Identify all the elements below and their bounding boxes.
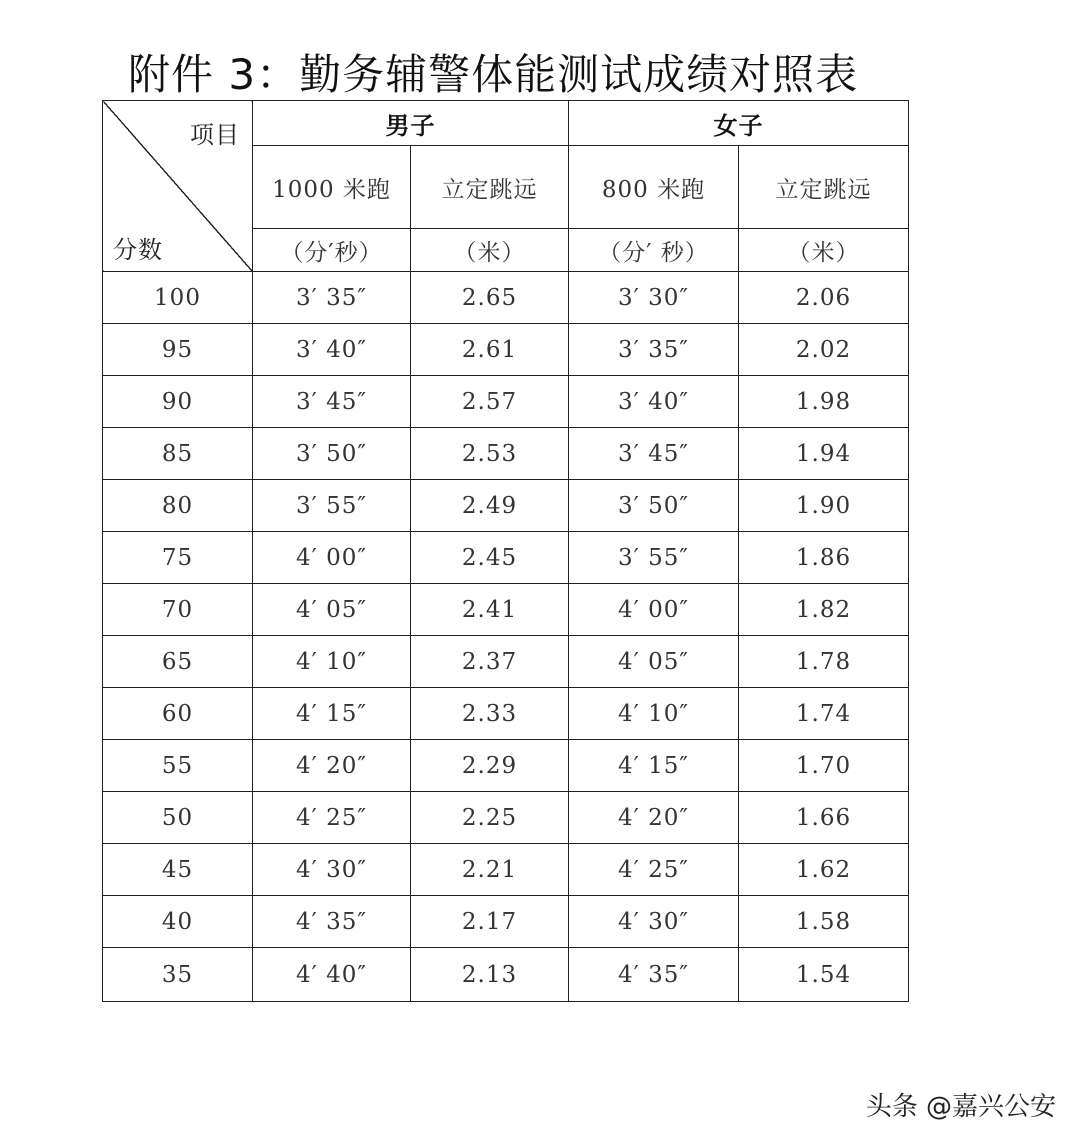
- female-long-jump-cell: 1.70: [739, 740, 909, 792]
- male-long-jump-cell: 2.49: [411, 480, 569, 532]
- male-1000m-time-cell: 4′ 25″: [253, 792, 411, 844]
- male-long-jump-cell: 2.41: [411, 584, 569, 636]
- corner-header-cell: [103, 101, 253, 272]
- male-long-jump-cell: 2.21: [411, 844, 569, 896]
- female-long-jump-cell: 1.74: [739, 688, 909, 740]
- table-row: [103, 792, 909, 844]
- table-row: [103, 324, 909, 376]
- event-header-female-800m: 800 米跑: [569, 146, 739, 229]
- female-long-jump-cell: 1.58: [739, 896, 909, 948]
- source-watermark: 头条 @嘉兴公安: [865, 1092, 1056, 1122]
- male-long-jump-cell: 2.65: [411, 272, 569, 324]
- male-1000m-time-cell: 3′ 40″: [253, 324, 411, 376]
- table-row: [103, 532, 909, 584]
- male-1000m-time-cell: 4′ 35″: [253, 896, 411, 948]
- score-cell: 40: [103, 896, 253, 948]
- table-row: [103, 896, 909, 948]
- female-800m-time-cell: 4′ 10″: [569, 688, 739, 740]
- score-cell: 65: [103, 636, 253, 688]
- female-800m-time-cell: 3′ 50″: [569, 480, 739, 532]
- corner-label-items: 项目: [190, 121, 240, 149]
- male-long-jump-cell: 2.29: [411, 740, 569, 792]
- female-long-jump-cell: 2.06: [739, 272, 909, 324]
- female-800m-time-cell: 4′ 05″: [569, 636, 739, 688]
- table-row: [103, 480, 909, 532]
- female-800m-time-cell: 4′ 15″: [569, 740, 739, 792]
- male-1000m-time-cell: 3′ 45″: [253, 376, 411, 428]
- score-cell: 90: [103, 376, 253, 428]
- female-long-jump-cell: 1.66: [739, 792, 909, 844]
- female-800m-time-cell: 4′ 25″: [569, 844, 739, 896]
- score-table: [102, 100, 909, 1002]
- event-header-male-long-jump: 立定跳远: [411, 146, 569, 229]
- corner-label-score: 分数: [113, 236, 163, 264]
- female-800m-time-cell: 4′ 20″: [569, 792, 739, 844]
- female-800m-time-cell: 3′ 35″: [569, 324, 739, 376]
- male-long-jump-cell: 2.37: [411, 636, 569, 688]
- unit-header-female-800m: （分′ 秒）: [569, 229, 739, 272]
- male-1000m-time-cell: 4′ 10″: [253, 636, 411, 688]
- group-header-male: 男子: [253, 101, 569, 146]
- score-cell: 80: [103, 480, 253, 532]
- female-800m-time-cell: 4′ 35″: [569, 948, 739, 1002]
- male-long-jump-cell: 2.45: [411, 532, 569, 584]
- table-row: [103, 584, 909, 636]
- score-cell: 75: [103, 532, 253, 584]
- female-long-jump-cell: 1.90: [739, 480, 909, 532]
- male-1000m-time-cell: 4′ 40″: [253, 948, 411, 1002]
- male-1000m-time-cell: 4′ 20″: [253, 740, 411, 792]
- group-header-female: 女子: [569, 101, 909, 146]
- female-long-jump-cell: 1.86: [739, 532, 909, 584]
- score-cell: 45: [103, 844, 253, 896]
- male-1000m-time-cell: 3′ 35″: [253, 272, 411, 324]
- table-row: [103, 376, 909, 428]
- unit-header-female-long-jump: （米）: [739, 229, 909, 272]
- female-800m-time-cell: 4′ 30″: [569, 896, 739, 948]
- female-800m-time-cell: 3′ 45″: [569, 428, 739, 480]
- male-long-jump-cell: 2.57: [411, 376, 569, 428]
- score-cell: 60: [103, 688, 253, 740]
- male-1000m-time-cell: 3′ 55″: [253, 480, 411, 532]
- unit-header-male-1000m: （分′秒）: [253, 229, 411, 272]
- event-header-female-long-jump: 立定跳远: [739, 146, 909, 229]
- female-800m-time-cell: 3′ 30″: [569, 272, 739, 324]
- female-long-jump-cell: 1.94: [739, 428, 909, 480]
- male-long-jump-cell: 2.13: [411, 948, 569, 1002]
- score-cell: 50: [103, 792, 253, 844]
- male-1000m-time-cell: 4′ 30″: [253, 844, 411, 896]
- male-1000m-time-cell: 4′ 15″: [253, 688, 411, 740]
- female-800m-time-cell: 3′ 55″: [569, 532, 739, 584]
- female-long-jump-cell: 1.78: [739, 636, 909, 688]
- score-cell: 55: [103, 740, 253, 792]
- page-title: 附件 3：勤务辅警体能测试成绩对照表: [128, 50, 859, 99]
- score-cell: 95: [103, 324, 253, 376]
- male-long-jump-cell: 2.61: [411, 324, 569, 376]
- male-long-jump-cell: 2.25: [411, 792, 569, 844]
- male-1000m-time-cell: 3′ 50″: [253, 428, 411, 480]
- male-1000m-time-cell: 4′ 05″: [253, 584, 411, 636]
- table-row: [103, 688, 909, 740]
- score-cell: 85: [103, 428, 253, 480]
- table-row: [103, 948, 909, 1002]
- male-long-jump-cell: 2.53: [411, 428, 569, 480]
- score-cell: 70: [103, 584, 253, 636]
- female-800m-time-cell: 3′ 40″: [569, 376, 739, 428]
- event-header-male-1000m: 1000 米跑: [253, 146, 411, 229]
- female-long-jump-cell: 1.82: [739, 584, 909, 636]
- table-row: [103, 428, 909, 480]
- table-row: [103, 636, 909, 688]
- female-long-jump-cell: 1.54: [739, 948, 909, 1002]
- male-1000m-time-cell: 4′ 00″: [253, 532, 411, 584]
- female-long-jump-cell: 2.02: [739, 324, 909, 376]
- table-row: [103, 844, 909, 896]
- male-long-jump-cell: 2.33: [411, 688, 569, 740]
- male-long-jump-cell: 2.17: [411, 896, 569, 948]
- score-cell: 100: [103, 272, 253, 324]
- score-cell: 35: [103, 948, 253, 1002]
- table-row: [103, 740, 909, 792]
- female-long-jump-cell: 1.98: [739, 376, 909, 428]
- female-800m-time-cell: 4′ 00″: [569, 584, 739, 636]
- unit-header-male-long-jump: （米）: [411, 229, 569, 272]
- table-row: [103, 272, 909, 324]
- female-long-jump-cell: 1.62: [739, 844, 909, 896]
